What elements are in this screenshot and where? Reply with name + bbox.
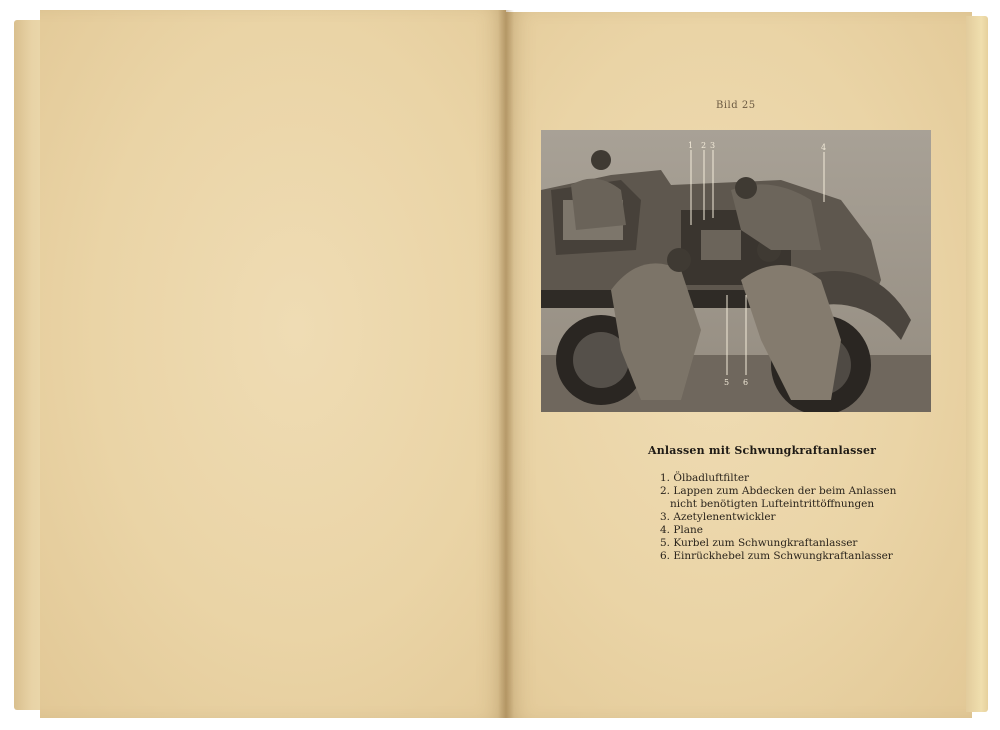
callout-2: 2 xyxy=(701,141,707,150)
callout-3: 3 xyxy=(710,141,716,150)
vehicle-photo-illustration xyxy=(541,130,931,412)
legend-item: 2. Lappen zum Abdecken der beim Anlassen xyxy=(660,485,897,497)
right-page-edge xyxy=(966,16,988,712)
legend-item: 3. Azetylenentwickler xyxy=(660,511,776,523)
callout-1: 1 xyxy=(688,141,694,150)
legend-item-continuation: nicht benötigten Lufteintrittöffnungen xyxy=(670,498,875,510)
figure-photograph xyxy=(541,130,931,412)
callout-6: 6 xyxy=(743,378,749,387)
figure-label: Bild 25 xyxy=(716,100,756,111)
callout-5: 5 xyxy=(724,378,730,387)
callout-4: 4 xyxy=(821,143,827,152)
legend-item: 5. Kurbel zum Schwungkraftanlasser xyxy=(660,537,858,549)
caption-legend-list xyxy=(660,472,896,563)
legend-item: 4. Plane xyxy=(660,524,704,536)
legend-item: 1. Ölbadluftfilter xyxy=(660,472,750,484)
legend-item: 6. Einrückhebel zum Schwungkraftanlasser xyxy=(660,550,893,562)
book-spine xyxy=(498,10,514,718)
left-page-blank xyxy=(40,10,506,718)
caption-title: Anlassen mit Schwungkraftanlasser xyxy=(648,444,877,457)
